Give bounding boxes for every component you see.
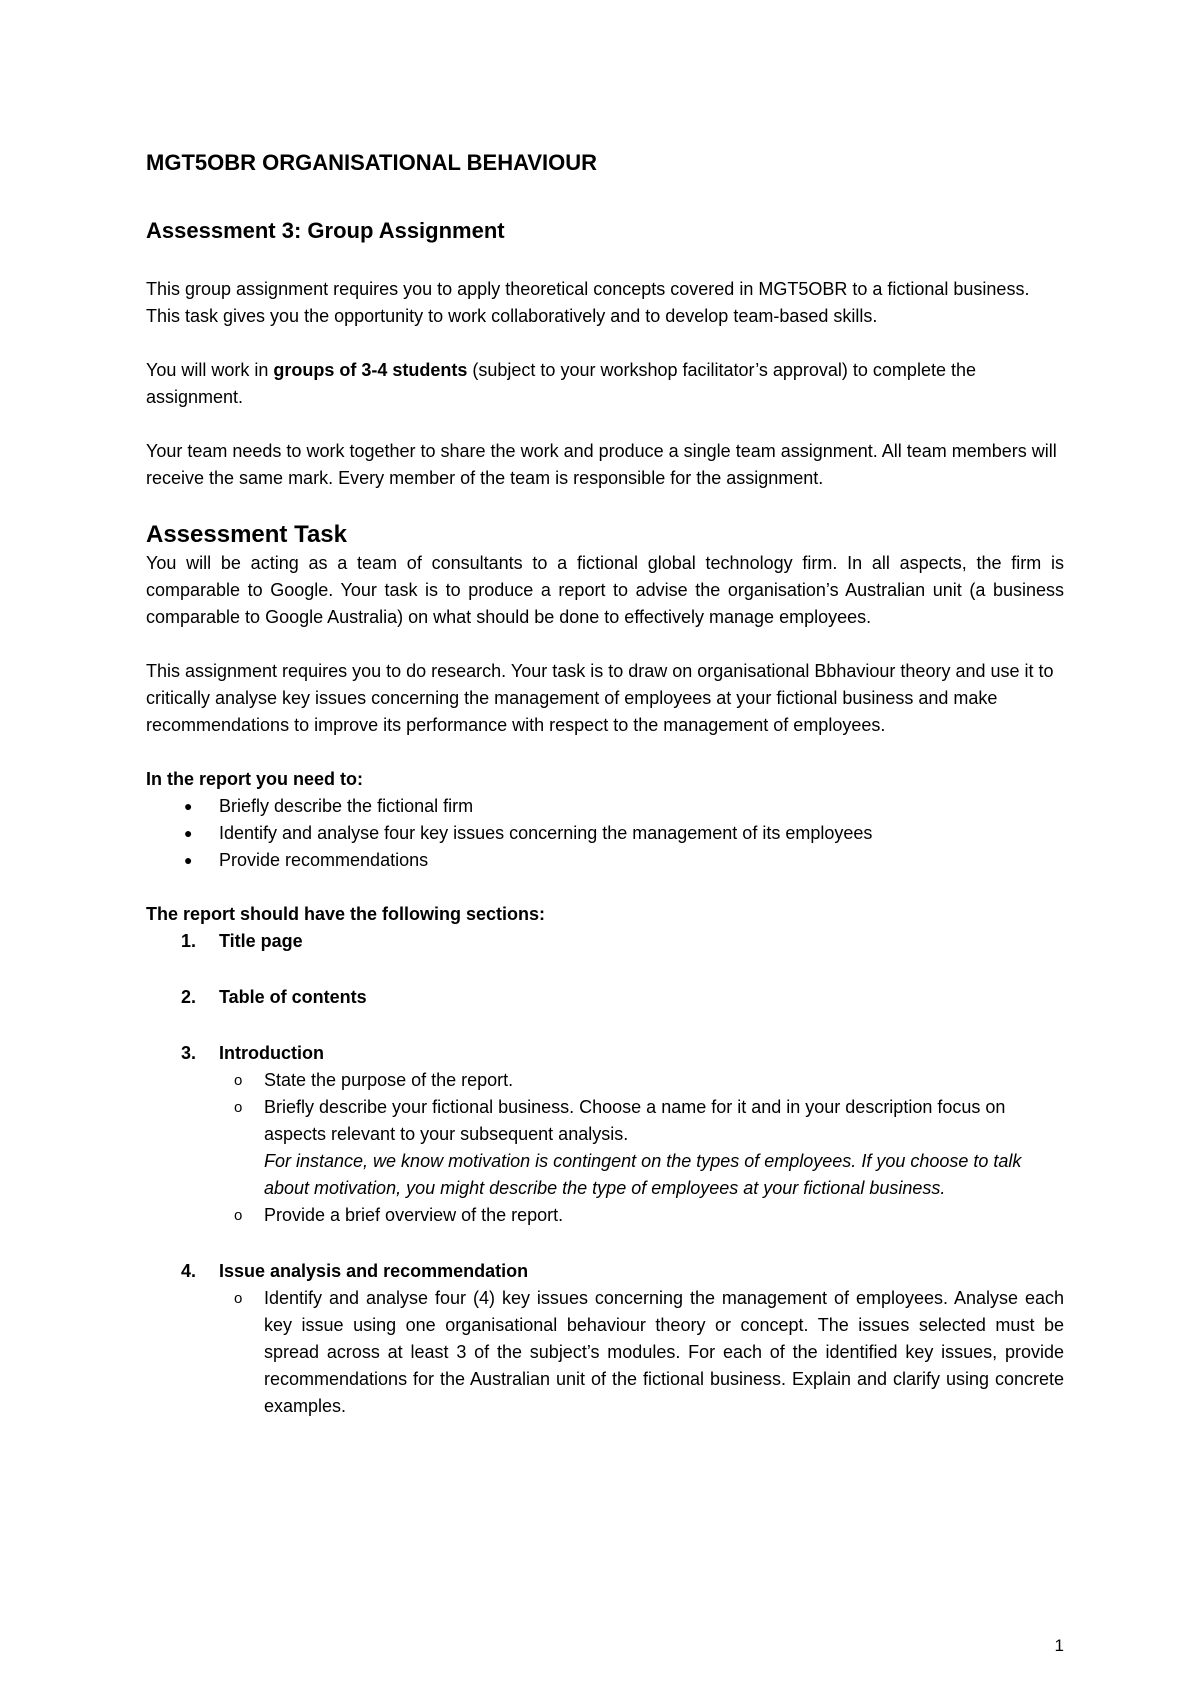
research-paragraph: This assignment requires you to do research. Your task is to draw on organisational Bbhaviour theory and use it to critically analyse key issues concerning the management of employees at your fictional business and make recommendations to improve its performance with respect to the management of employees. xyxy=(146,661,1054,735)
section-number: 4. xyxy=(181,1261,197,1281)
issue-analysis-items xyxy=(219,1285,1064,1420)
bullet-icon: ● xyxy=(184,852,193,868)
groups-paragraph-start: You will work in xyxy=(146,360,274,380)
section-table-of-contents xyxy=(146,984,1064,1011)
section-number: 1. xyxy=(181,931,197,951)
list-item xyxy=(146,820,1064,847)
page-number: 1 xyxy=(1054,1636,1064,1655)
bullet-icon: ● xyxy=(184,825,193,841)
section-title: Introduction xyxy=(219,1043,324,1063)
section-number: 3. xyxy=(181,1043,197,1063)
report-sections-list xyxy=(146,928,1064,1420)
list-item-text: Identify and analyse four key issues concerning the management of its employees xyxy=(219,823,873,843)
list-item-text: Identify and analyse four (4) key issues concerning the management of employees. Analyse each key issue using one organisational behaviour theory or concept. The issues selected must be spread across at least 3 of the subject’s modules. For each of the identified key issues, provide recommendations for the Australian unit of the fictional business. Explain and clarify using concrete examples. xyxy=(264,1288,1064,1416)
team-paragraph: Your team needs to work together to share the work and produce a single team assignment. All team members will receive the same mark. Every member of the team is responsible for the assignment. xyxy=(146,441,1057,488)
document-body xyxy=(146,148,1064,1420)
sub-bullet-icon: o xyxy=(234,1099,243,1116)
list-item-text: Briefly describe the fictional firm xyxy=(219,796,474,816)
section-title: Issue analysis and recommendation xyxy=(219,1261,529,1281)
list-item xyxy=(219,1285,1064,1420)
intro-paragraph: This group assignment requires you to apply theoretical concepts covered in MGT5OBR to a fictional business. This task gives you the opportunity to work collaboratively and to develop team-based skills. xyxy=(146,279,1030,326)
list-item xyxy=(219,1202,1064,1229)
sub-bullet-icon: o xyxy=(234,1290,243,1307)
list-item-text: Provide a brief overview of the report. xyxy=(264,1205,564,1225)
task-paragraph: You will be acting as a team of consultants to a fictional global technology firm. In all aspects, the firm is comparable to Google. Your task is to produce a report to advise the organisation’s Australian unit (a business comparable to Google Australia) on what should be done to effectively manage employees. xyxy=(146,553,1064,627)
section-introduction xyxy=(146,1040,1064,1229)
list-item-text: Provide recommendations xyxy=(219,850,429,870)
sub-bullet-icon: o xyxy=(234,1207,243,1224)
list-item xyxy=(146,793,1064,820)
section-title: Title page xyxy=(219,931,303,951)
introduction-example-note: For instance, we know motivation is contingent on the types of employees. If you choose to talk about motivation, you might describe the type of employees at your fictional business. xyxy=(264,1151,1022,1198)
section-issue-analysis xyxy=(146,1258,1064,1420)
report-needs-label: In the report you need to: xyxy=(146,769,364,789)
list-item-text: Briefly describe your fictional business. Choose a name for it and in your description focus on aspects relevant to your subsequent analysis. xyxy=(264,1097,1006,1144)
sub-bullet-icon: o xyxy=(234,1072,243,1089)
list-item xyxy=(219,1067,1064,1094)
list-item xyxy=(219,1094,1064,1202)
course-title: MGT5OBR ORGANISATIONAL BEHAVIOUR xyxy=(146,150,598,175)
report-needs-list xyxy=(146,793,1064,874)
section-number: 2. xyxy=(181,987,197,1007)
list-item-text: State the purpose of the report. xyxy=(264,1070,514,1090)
sections-label: The report should have the following sections: xyxy=(146,904,546,924)
bullet-icon: ● xyxy=(184,798,193,814)
introduction-items xyxy=(219,1067,1064,1229)
assessment-title: Assessment 3: Group Assignment xyxy=(146,218,505,243)
section-title: Table of contents xyxy=(219,987,367,1007)
groups-paragraph-end: (subject to your workshop facilitator’s approval) to complete the assignment. xyxy=(146,360,976,407)
groups-size-emphasis: groups of 3-4 students xyxy=(273,360,468,380)
assessment-task-heading: Assessment Task xyxy=(146,521,347,548)
section-title-page xyxy=(146,928,1064,955)
groups-paragraph xyxy=(146,357,1064,411)
list-item xyxy=(146,847,1064,874)
